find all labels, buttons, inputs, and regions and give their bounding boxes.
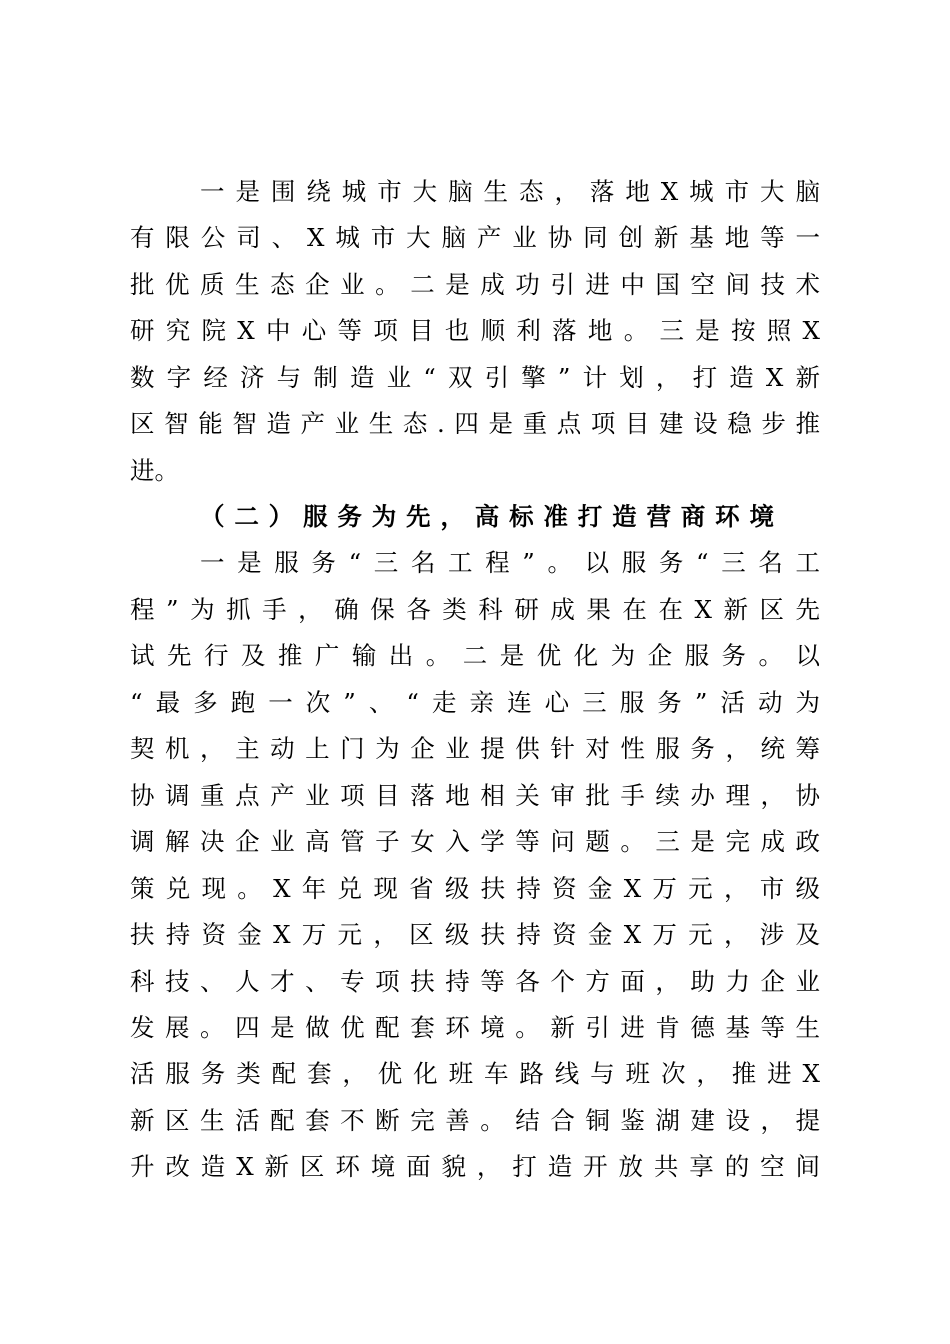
paragraph2-line-9: 扶持资金X万元，区级扶持资金X万元，涉及 — [130, 920, 820, 949]
paragraph1-line-6: 区智能智造产业生态.四是重点项目建设稳步推 — [130, 409, 820, 438]
section-heading: （二）服务为先，高标准打造营商环境 — [200, 502, 774, 531]
paragraph1-line-7: 进。 — [130, 456, 179, 485]
paragraph1-line-1: 一是围绕城市大脑生态，落地X城市大脑 — [200, 177, 820, 206]
paragraph2-line-7: 调解决企业高管子女入学等问题。三是完成政 — [130, 827, 820, 856]
paragraph2-line-14: 升改造X新区环境面貌，打造开放共享的空间 — [130, 1152, 820, 1181]
paragraph2-line-4: “最多跑一次”、“走亲连心三服务”活动为 — [130, 688, 820, 717]
paragraph2-line-6: 协调重点产业项目落地相关审批手续办理，协 — [130, 781, 820, 810]
paragraph1-line-4: 研究院X中心等项目也顺利落地。三是按照X — [130, 316, 820, 345]
paragraph2-line-11: 发展。四是做优配套环境。新引进肯德基等生 — [130, 1013, 820, 1042]
paragraph2-line-8: 策兑现。X年兑现省级扶持资金X万元，市级 — [130, 874, 820, 903]
paragraph1-line-3: 批优质生态企业。二是成功引进中国空间技术 — [130, 270, 820, 299]
paragraph2-line-2: 程”为抓手，确保各类科研成果在在X新区先 — [130, 595, 820, 624]
paragraph2-line-1: 一是服务“三名工程”。以服务“三名工 — [200, 548, 820, 577]
paragraph2-line-5: 契机，主动上门为企业提供针对性服务，统筹 — [130, 734, 820, 763]
paragraph2-line-12: 活服务类配套，优化班车路线与班次，推进X — [130, 1059, 820, 1088]
paragraph2-line-3: 试先行及推广输出。二是优化为企服务。以 — [130, 641, 820, 670]
paragraph1-line-2: 有限公司、X城市大脑产业协同创新基地等一 — [130, 223, 820, 252]
paragraph2-line-10: 科技、人才、专项扶持等各个方面，助力企业 — [130, 967, 820, 996]
paragraph2-line-13: 新区生活配套不断完善。结合铜鉴湖建设，提 — [130, 1106, 820, 1135]
paragraph1-line-5: 数字经济与制造业“双引擎”计划，打造X新 — [130, 363, 820, 392]
